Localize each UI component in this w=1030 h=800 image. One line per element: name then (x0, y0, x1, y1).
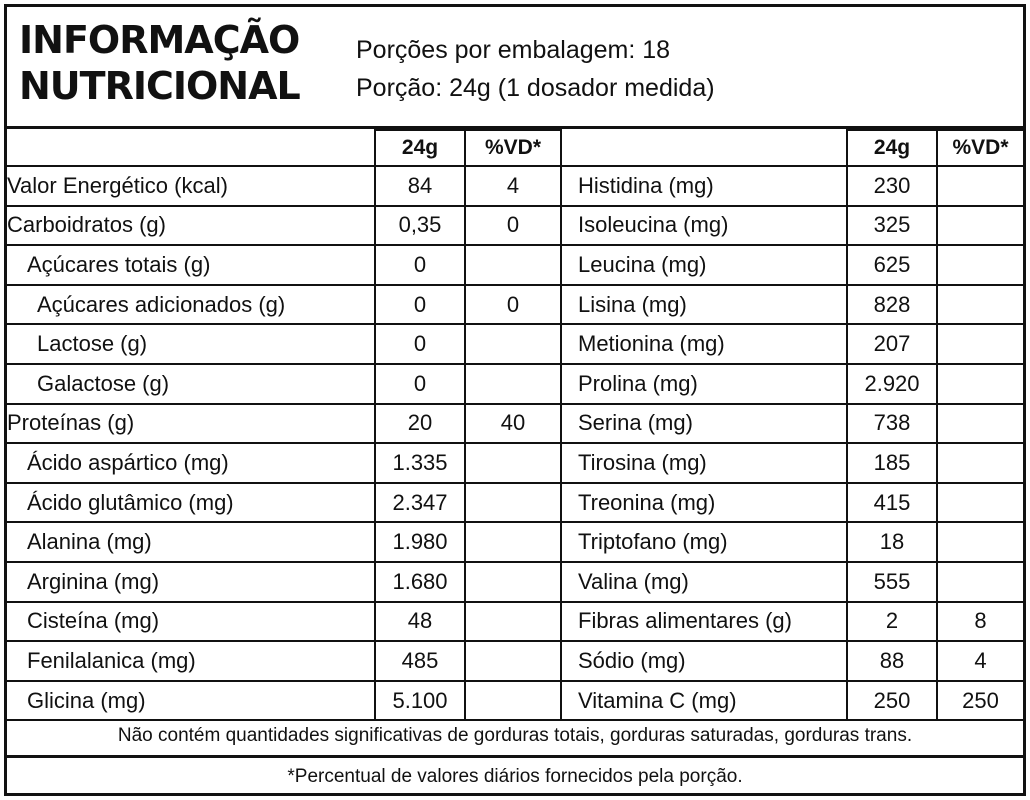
nutrient-amount: 250 (847, 681, 937, 721)
nutrient-daily-value: 4 (465, 166, 561, 206)
nutrient-table-area (7, 129, 1023, 721)
header-blank-right (561, 130, 847, 166)
nutrient-amount: 2.347 (375, 483, 465, 523)
title-line-2: NUTRICIONAL (19, 64, 300, 108)
nutrient-daily-value (465, 641, 561, 681)
nutrient-amount: 415 (847, 483, 937, 523)
nutrient-name: Glicina (mg) (7, 681, 375, 721)
nutrient-amount: 207 (847, 324, 937, 364)
table-row (7, 562, 1023, 602)
nutrient-daily-value: 8 (937, 602, 1023, 642)
nutrient-daily-value: 250 (937, 681, 1023, 721)
nutrient-name: Valina (mg) (561, 562, 847, 602)
nutrient-daily-value (465, 245, 561, 285)
nutrient-name: Ácido glutâmico (mg) (7, 483, 375, 523)
nutrient-name: Triptofano (mg) (561, 522, 847, 562)
nutrient-name: Ácido aspártico (mg) (7, 443, 375, 483)
nutrient-name: Açúcares totais (g) (7, 245, 375, 285)
serving-info (356, 31, 715, 107)
nutrient-amount: 625 (847, 245, 937, 285)
nutrient-daily-value (937, 206, 1023, 246)
nutrient-daily-value: 0 (465, 206, 561, 246)
nutrient-daily-value (465, 364, 561, 404)
nutrient-amount: 1.980 (375, 522, 465, 562)
nutrient-name: Histidina (mg) (561, 166, 847, 206)
header-dv-left: %VD* (465, 130, 561, 166)
label-header (7, 7, 1023, 127)
table-header-row (7, 130, 1023, 166)
title-line-1: INFORMAÇÃO (19, 18, 300, 62)
table-row (7, 404, 1023, 444)
header-dv-right: %VD* (937, 130, 1023, 166)
nutrient-daily-value (465, 483, 561, 523)
nutrient-daily-value (937, 364, 1023, 404)
table-row (7, 602, 1023, 642)
table-row (7, 166, 1023, 206)
nutrient-amount: 1.335 (375, 443, 465, 483)
table-row (7, 641, 1023, 681)
nutrient-name: Proteínas (g) (7, 404, 375, 444)
nutrient-name: Serina (mg) (561, 404, 847, 444)
nutrient-amount: 1.680 (375, 562, 465, 602)
nutrient-amount: 18 (847, 522, 937, 562)
nutrient-amount: 2 (847, 602, 937, 642)
nutrient-name: Lisina (mg) (561, 285, 847, 325)
nutrient-name: Cisteína (mg) (7, 602, 375, 642)
table-row (7, 324, 1023, 364)
nutrient-daily-value (937, 324, 1023, 364)
footer-dv-note: *Percentual de valores diários fornecidos pela porção. (287, 766, 743, 787)
nutrient-amount: 555 (847, 562, 937, 602)
nutrient-name: Prolina (mg) (561, 364, 847, 404)
nutrient-daily-value (937, 166, 1023, 206)
header-amount-left: 24g (375, 130, 465, 166)
nutrient-daily-value (465, 324, 561, 364)
nutrient-amount: 485 (375, 641, 465, 681)
nutrient-name: Alanina (mg) (7, 522, 375, 562)
nutrient-name: Tirosina (mg) (561, 443, 847, 483)
portion-size: Porção: 24g (1 dosador medida) (356, 74, 715, 102)
table-row (7, 364, 1023, 404)
nutrient-amount: 0 (375, 324, 465, 364)
nutrient-daily-value (465, 562, 561, 602)
table-row (7, 285, 1023, 325)
nutrition-facts-label (4, 4, 1026, 796)
nutrient-amount: 0 (375, 245, 465, 285)
table-row (7, 206, 1023, 246)
nutrient-amount: 0 (375, 285, 465, 325)
nutrient-table (7, 129, 1023, 721)
nutrient-amount: 84 (375, 166, 465, 206)
label-footer (7, 713, 1023, 796)
nutrient-daily-value (937, 285, 1023, 325)
nutrient-amount: 185 (847, 443, 937, 483)
nutrient-daily-value (937, 522, 1023, 562)
nutrient-amount: 738 (847, 404, 937, 444)
nutrient-name: Fenilalanica (mg) (7, 641, 375, 681)
nutrient-daily-value (465, 602, 561, 642)
nutrient-daily-value (465, 443, 561, 483)
nutrient-daily-value (937, 245, 1023, 285)
header-amount-right: 24g (847, 130, 937, 166)
table-row (7, 245, 1023, 285)
nutrient-daily-value: 40 (465, 404, 561, 444)
nutrient-name: Metionina (mg) (561, 324, 847, 364)
nutrient-amount: 828 (847, 285, 937, 325)
footer-not-significant: Não contém quantidades significativas de gorduras totais, gorduras saturadas, gorduras trans. (7, 713, 1023, 758)
nutrient-name: Leucina (mg) (561, 245, 847, 285)
nutrient-amount: 0,35 (375, 206, 465, 246)
nutrient-amount: 88 (847, 641, 937, 681)
nutrient-daily-value: 0 (465, 285, 561, 325)
nutrient-name: Vitamina C (mg) (561, 681, 847, 721)
nutrient-daily-value (937, 404, 1023, 444)
nutrient-daily-value (937, 443, 1023, 483)
nutrient-name: Arginina (mg) (7, 562, 375, 602)
nutrient-name: Treonina (mg) (561, 483, 847, 523)
nutrient-name: Fibras alimentares (g) (561, 602, 847, 642)
nutrient-daily-value (937, 483, 1023, 523)
nutrient-name: Valor Energético (kcal) (7, 166, 375, 206)
nutrient-name: Carboidratos (g) (7, 206, 375, 246)
nutrient-daily-value: 4 (937, 641, 1023, 681)
nutrient-daily-value (937, 562, 1023, 602)
nutrient-amount: 230 (847, 166, 937, 206)
nutrient-name: Lactose (g) (7, 324, 375, 364)
nutrient-name: Galactose (g) (7, 364, 375, 404)
table-row (7, 483, 1023, 523)
table-row (7, 522, 1023, 562)
nutrient-amount: 20 (375, 404, 465, 444)
nutrient-amount: 48 (375, 602, 465, 642)
label-title (19, 17, 300, 109)
portions-per-package: Porções por embalagem: 18 (356, 36, 671, 64)
nutrient-name: Isoleucina (mg) (561, 206, 847, 246)
table-row (7, 443, 1023, 483)
nutrient-name: Sódio (mg) (561, 641, 847, 681)
nutrient-amount: 0 (375, 364, 465, 404)
nutrient-amount: 2.920 (847, 364, 937, 404)
nutrient-amount: 5.100 (375, 681, 465, 721)
nutrient-name: Açúcares adicionados (g) (7, 285, 375, 325)
nutrient-amount: 325 (847, 206, 937, 246)
header-blank-left (7, 130, 375, 166)
nutrient-daily-value (465, 522, 561, 562)
